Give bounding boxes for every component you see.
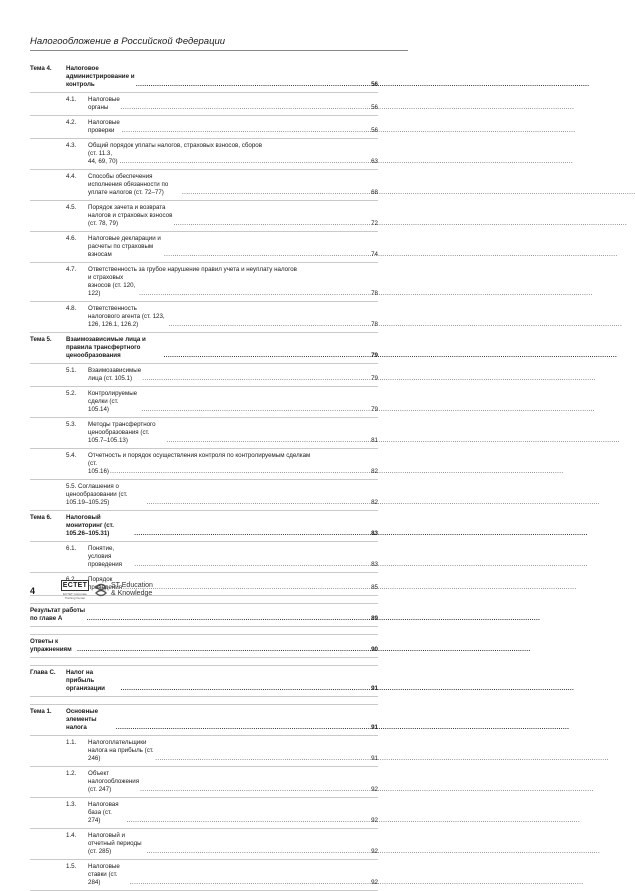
toc-entry-title: Порядок проведения — [88, 576, 123, 591]
toc-entry[interactable] — [30, 480, 378, 511]
toc-leader-dots — [142, 375, 370, 383]
toc-leader-dots — [134, 530, 370, 538]
toc-leader-dots — [116, 724, 370, 732]
toc-entry-number: 1.2. — [66, 770, 77, 777]
toc-entry-page: 56 — [371, 104, 378, 111]
toc-entry-page: 81 — [371, 437, 378, 444]
toc-entry-number: 4.4. — [66, 173, 77, 180]
toc-entry[interactable] — [30, 418, 378, 449]
toc-entry-number: Тема 6. — [30, 514, 52, 521]
toc-entry[interactable] — [30, 302, 378, 333]
toc-leader-dots — [130, 879, 370, 887]
st-logo-line2: & Knowledge — [111, 590, 153, 597]
toc-entry[interactable] — [30, 860, 378, 891]
toc-entry-title-continued: (ст. 105.16) — [88, 460, 109, 475]
toc-entry-number: 5.2. — [66, 390, 77, 397]
toc-entry-title: Контролируемые сделки (ст. 105.14) — [88, 390, 138, 413]
toc-entry-page: 79 — [371, 352, 378, 359]
toc-entry-page: 82 — [371, 499, 378, 506]
toc-entry-page: 92 — [371, 848, 378, 855]
toc-entry-title-continued: и страховых взносов (ст. 120, 122) — [88, 274, 136, 297]
toc-entry-page: 78 — [371, 290, 378, 297]
toc-entry[interactable] — [30, 666, 378, 697]
toc-entry-number: 4.7. — [66, 266, 77, 273]
toc-entry-number: 5.3. — [66, 421, 77, 428]
toc-entry-title-continued: (ст. 11.3, 44, 69, 70) — [88, 150, 118, 165]
toc-entry-page: 89 — [371, 615, 378, 622]
toc-entry-title: Ответственность налогового агента (ст. 123, 126, 126.1, 126.2) — [88, 305, 165, 328]
toc-entry-page: 90 — [371, 646, 378, 653]
toc-entry[interactable] — [30, 116, 378, 139]
toc-entry-title: Налоговый и отчетный периоды (ст. 285) — [88, 832, 142, 855]
toc-leader-dots — [182, 189, 370, 197]
toc-entry-number: 4.1. — [66, 96, 77, 103]
toc-leader-dots — [147, 499, 371, 507]
toc-entry-page: 63 — [371, 158, 378, 165]
st-logo-line1: ST Education — [111, 582, 153, 589]
toc-entry-page: 78 — [371, 321, 378, 328]
toc-leader-dots — [136, 81, 370, 89]
toc-entry-page: 79 — [371, 375, 378, 382]
toc-entry-number: 4.8. — [66, 305, 77, 312]
page-number: 4 — [30, 586, 36, 596]
toc-entry-title: Взаимозависимые лица (ст. 105.1) — [88, 367, 142, 382]
toc-entry[interactable] — [30, 829, 378, 860]
toc-entry[interactable] — [30, 635, 378, 658]
toc-entry-page: 91 — [371, 755, 378, 762]
toc-entry-number: 1.3. — [66, 801, 77, 808]
toc-entry[interactable] — [30, 364, 378, 387]
toc-entry[interactable] — [30, 798, 378, 829]
toc-entry-number: Глава С. — [30, 669, 56, 676]
toc-entry-page: 83 — [371, 561, 378, 568]
toc-entry-page: 92 — [371, 817, 378, 824]
toc-leader-dots — [174, 220, 371, 228]
toc-entry-page: 79 — [371, 406, 378, 413]
toc-entry[interactable] — [30, 333, 378, 364]
toc-leader-dots — [121, 104, 370, 112]
toc-entry-title: Налоговые проверки — [88, 119, 120, 134]
toc-leader-dots — [164, 352, 370, 360]
toc-leader-dots — [121, 685, 370, 693]
toc-entry-number: 4.2. — [66, 119, 77, 126]
running-header: Налогообложение в Российской Федерации — [30, 36, 226, 47]
toc-entry-page: 56 — [371, 81, 378, 88]
toc-entry-title: Налоговая база (ст. 274) — [88, 801, 119, 824]
toc-leader-dots — [77, 646, 370, 654]
ectet-logo-caption: ECTET Corporate Training Center — [63, 592, 87, 600]
toc-leader-dots — [127, 817, 370, 825]
toc-entry-title: Методы трансфертного ценообразования (ст. 105.7–105.13) — [88, 421, 156, 444]
toc-entry[interactable] — [30, 93, 378, 116]
toc-entry-title: Результат работы по главе А — [30, 607, 86, 622]
toc-entry-page: 74 — [371, 251, 378, 258]
toc-leader-dots — [141, 406, 370, 414]
toc-entry-title: Общий порядок уплаты налогов, страховых взносов, сборов — [88, 142, 263, 149]
toc-entry-title: 5.5. Соглашения о ценообразовании (ст. 105.19–105.25) — [66, 483, 128, 506]
toc-leader-dots — [134, 561, 370, 569]
toc-leader-dots — [139, 290, 370, 298]
toc-entry-number: 4.6. — [66, 235, 77, 242]
toc-leader-dots — [87, 615, 370, 623]
st-education-logo — [94, 580, 164, 602]
toc-entry-title: Порядок зачета и возврата налогов и страховых взносов (ст. 78, 79) — [88, 204, 173, 227]
toc-entry-number: 6.1. — [66, 545, 77, 552]
toc-entry[interactable] — [30, 736, 378, 767]
toc-entry-page: 72 — [371, 220, 378, 227]
toc-entry-number: 1.4. — [66, 832, 77, 839]
toc-entry-title: Отчетность и порядок осуществления контроля по контролируемым сделкам — [88, 452, 311, 459]
toc-entry-title: Налоговые декларации и расчеты по страховым взносам — [88, 235, 161, 258]
toc-entry-number: 4.3. — [66, 142, 77, 149]
toc-entry-page: 56 — [371, 127, 378, 134]
toc-entry-number: 5.1. — [66, 367, 77, 374]
toc-entry-title: Налогоплательщики налога на прибыль (ст. 246) — [88, 739, 154, 762]
toc-spacer — [30, 627, 378, 635]
toc-entry-title: Налог на прибыль организации — [66, 669, 105, 692]
st-logo-icon — [94, 582, 108, 598]
toc-entry-title: Налоговые ставки (ст. 284) — [88, 863, 120, 886]
toc-entry[interactable] — [30, 139, 378, 170]
toc-entry-page: 91 — [371, 724, 378, 731]
toc-entry[interactable] — [30, 170, 378, 201]
toc-entry-page: 92 — [371, 879, 378, 886]
toc-entry[interactable] — [30, 62, 378, 93]
toc-leader-dots — [164, 251, 370, 259]
toc-entry-number: 4.5. — [66, 204, 77, 211]
toc-entry[interactable] — [30, 387, 378, 418]
toc-entry-page: 68 — [371, 189, 378, 196]
toc-entry-title: Ответы к упражнениям — [30, 638, 72, 653]
toc-entry-title: Налоговый мониторинг (ст. 105.26–105.31) — [66, 514, 114, 537]
toc-spacer — [30, 697, 378, 705]
toc-entry-number: Тема 5. — [30, 336, 52, 343]
toc-entry[interactable] — [30, 201, 378, 232]
toc-entry[interactable] — [30, 232, 378, 263]
table-of-contents — [30, 62, 378, 891]
toc-leader-dots — [122, 127, 370, 135]
toc-entry-number: Тема 4. — [30, 65, 52, 72]
toc-entry[interactable] — [30, 542, 378, 573]
toc-entry-title: Объект налогообложения (ст. 247) — [88, 770, 140, 793]
toc-spacer — [30, 658, 378, 666]
toc-entry-page: 91 — [371, 685, 378, 692]
toc-entry[interactable] — [30, 449, 378, 480]
toc-entry-number: 6.2. — [66, 576, 77, 583]
toc-leader-dots — [155, 755, 370, 763]
toc-entry-number: 5.4. — [66, 452, 77, 459]
toc-entry[interactable] — [30, 705, 378, 736]
toc-entry[interactable] — [30, 604, 378, 627]
header-divider — [30, 50, 408, 51]
toc-entry-title: Понятие, условия проведения — [88, 545, 123, 568]
toc-entry[interactable] — [30, 767, 378, 798]
toc-entry-page: 82 — [371, 468, 378, 475]
toc-entry-title: Налоговые органы — [88, 96, 120, 111]
toc-entry-page: 85 — [371, 584, 378, 591]
toc-entry[interactable] — [30, 511, 378, 542]
ectet-logo — [61, 580, 89, 602]
toc-entry-title: Взаимозависимые лица и правила трансфертного ценообразования — [66, 336, 146, 359]
toc-entry-page: 92 — [371, 786, 378, 793]
toc-entry-title: Способы обеспечения исполнения обязанности по уплате налогов (ст. 72–77) — [88, 173, 169, 196]
st-logo-text — [111, 582, 153, 598]
toc-entry-title: Основные элементы налога — [66, 708, 99, 731]
ectet-logo-mark: ECTET — [62, 582, 88, 589]
toc-entry-title: Ответственность за грубое нарушение правил учета и неуплату налогов — [88, 266, 297, 273]
toc-leader-dots — [120, 158, 371, 166]
toc-entry-number: 1.1. — [66, 739, 77, 746]
toc-entry[interactable] — [30, 263, 378, 302]
toc-entry-title: Налоговое администрирование и контроль — [66, 65, 135, 88]
toc-leader-dots — [140, 786, 370, 794]
toc-leader-dots — [147, 848, 370, 856]
toc-entry-number: 1.5. — [66, 863, 77, 870]
toc-entry-page: 83 — [371, 530, 378, 537]
toc-leader-dots — [166, 437, 370, 445]
toc-leader-dots — [169, 321, 371, 329]
toc-leader-dots — [110, 468, 370, 476]
toc-entry-number: Тема 1. — [30, 708, 52, 715]
